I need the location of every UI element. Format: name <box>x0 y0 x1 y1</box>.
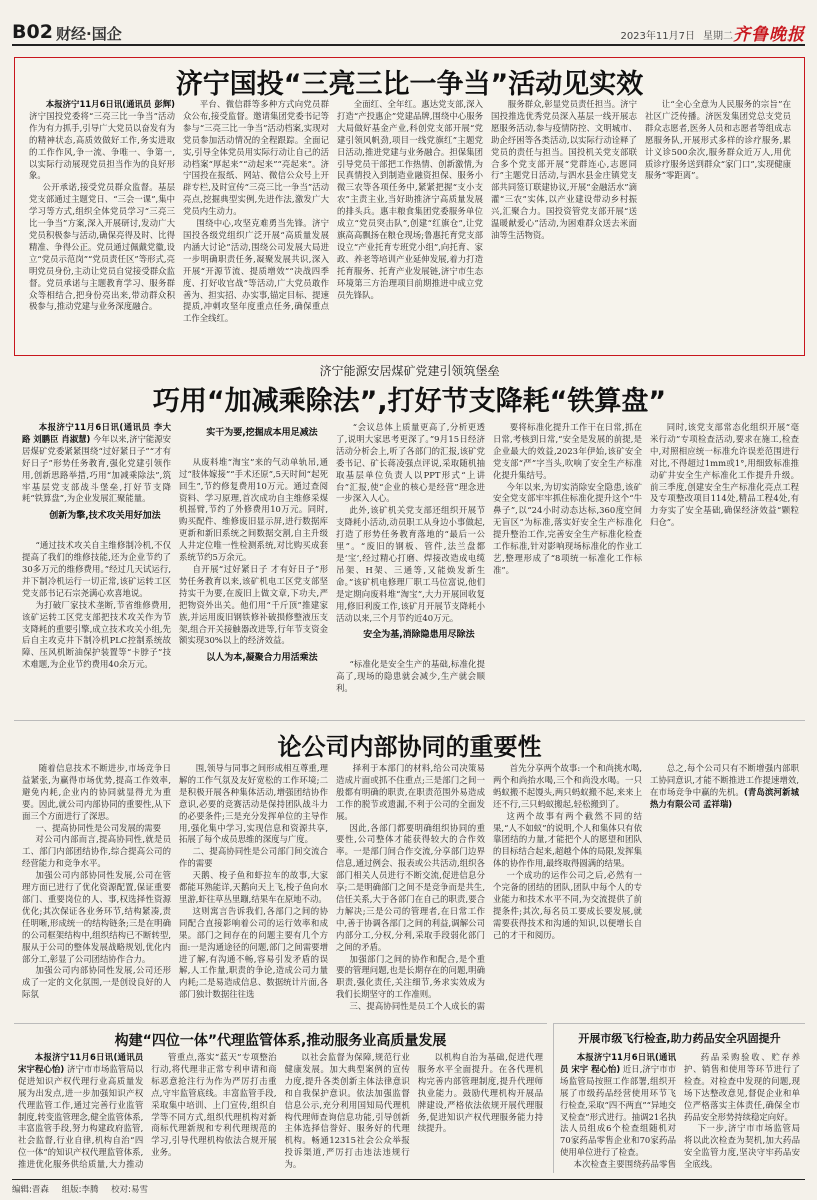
column-text: 围,领导与同事之间形成相互尊重,理解的工作气氛及友好宽松的工作环境;二是积极开展各种集体活动,增强团结协作意识,必要的竞赛活动是保持团队战斗力的必要条件;三是充分发挥单位的主导作用,强化集中学习,实现信息和资源共享,拓展了每个成员思维的深度与广度。 二、提高协同性是公司部门间交流合作的需要 天鹅、梭子鱼和虾拉车的故事,大家都能耳熟能详,天鹅向天上飞,梭子鱼向水里游,虾往草丛里蹦,结果车在原地不动。 这则寓言告诉我们,各部门之间的协同配合直接影响着公司的运行效率和成果。部门之间存在的问题主要有几个方面:一是沟通途径的问题,部门之间需要增进了解,有沟通不畅,容易引发矛盾的误解,人工作量,职责的争论,造成公司力量内耗;二是易造成信息、数据统计片面,各部门独计数据往往选 <box>179 763 328 1000</box>
article-column <box>336 763 485 1013</box>
issue-weekday: 星期二 <box>703 31 733 42</box>
column-text: 择利于本部门的材料,给公司决策易造成片面或抓不住重点;三是部门之间一般都有明确的职责,在职责范围外易造成工作的脱节或遗漏,不利于公司的全面发展。 因此,各部门都要明确组织协同的重要性,公司整体才能获得较大的合作效率。一是部门间合作交流,分享部门边界信息,通过例会、报表或公共活动,组织各部门相关人员进行不断交流,促进信息分享;二是明确部门之间不是竞争而是共生,信任关系,大于各部门在自己的职责,要合力解决;三是公司的管理者,在日常工作中,善于协调各部门之间的利益,调解公司内部分工,分权,分利,采取手段弱化部门之间的矛盾。 加强部门之间的协作和配合,是个重要的管理问题,也是长期存在的问题,明确职责,强化责任,关注细节,务求实效成为我们长期坚守的工作准则。 三、提高协同性是员工个人成长的需 <box>336 763 485 1012</box>
article-column <box>418 1052 543 1171</box>
page-footer <box>12 1179 805 1195</box>
article-headline: 巧用“加减乘除法”,打好节支降耗“铁算盘” <box>152 386 667 417</box>
article-drug-inspection <box>553 1023 805 1173</box>
article-headline: 构建“四位一体”代理监管体系,推动服务业高质量发展 <box>114 1033 447 1049</box>
section-subheading: 创新为擎,技术攻关用好加法 <box>49 511 161 522</box>
section-subheading: 实干为要,挖掘成本用足减法 <box>206 428 318 438</box>
column-text: 药品采购验收、贮存养护、销售和使用等环节进行了检查。对检查中发现的问题,现场下达整改意见,督促企业和单位严格落实主体责任,确保全市药品安全形势持续稳定向好。 下一步,济宁市市场监管局将以此次检查为契机,加大药品安全监管力度,坚决守牢药品安全底线。 <box>684 1052 800 1170</box>
article-body <box>560 1052 800 1171</box>
column-text: 管重点,落实“蓝天”专项整治行动,将代理非正常专利申请和商标恶意抢注行为作为严厉打击重点,守牢监管底线。丰富监管手段,采取集中培训、上门宣传,组织自学等不同方式,组织代理机构对新商标代理新规和专利代理规范的学习,引导代理机构依法合规开展业务。 <box>151 1052 277 1158</box>
newspaper-logo: 齐鲁晚报 <box>733 25 805 45</box>
article-column <box>684 1052 800 1171</box>
article-column <box>151 1052 276 1171</box>
issue-date: 2023年11月7日 <box>620 31 695 42</box>
column-text: “会议总体上质量更高了,分析更透了,说明大家思考更深了。”9月15日经济活动分析会上,听了各部门的汇报,该矿党委书记、矿长蒋凌强点评说,采取随机抽取基层单位负责人以PPT形式“上讲台”汇报,使“企业的核心是经营”理念进一步深入人心。 此外,该矿机关党支部还组织开展节支降耗小活动,动员职工从身边小事做起,打造了形势任务教育落地的“最后一公里”。“废旧的钢板、管件,法兰盘都是‘宝’,经过精心打磨、焊接改造成电缆吊架、H架、三通等,又能焕发新生命。”该矿机电修理厂职工马位富说,他们是定期向废料堆“淘宝”,大力开展回收复用,修旧利废工作,该矿月开展节支降耗小活动以来,三个月节约近40万元。 安全为基,消除隐患用尽除法 “标准化是安全生产的基础,标准化提高了,现场的隐患就会减少,生产就会顺利。 <box>336 422 485 694</box>
article-column <box>22 763 171 1013</box>
article-subheadline: 济宁能源安居煤矿党建引领筑堡垒 <box>319 364 500 378</box>
column-text: 近日,济宁市市场监管局按照工作部署,组织开展了市级药品经营使用环节飞行检查,采取“四不两直”“异地交叉检查”形式进行。抽调21名执法人员组成6个检查组随机对70家药品零售企业和70家药品使用单位进行了检查。 本次检查主要围绕药品零售 <box>560 1063 676 1170</box>
article-column <box>645 99 791 349</box>
article-column <box>337 99 483 349</box>
column-text: 今年以来,济宁能源安居煤矿党委紧紧围绕“过好紧日子”“才有好日子”形势任务教育,强化党建引领作用,创新思路举措,巧用“加减乘除法”,筑牢基层党支部战斗堡垒,打好节支降耗“铁算盘”,为企业发展汇聚能量。 创新为擎,技术攻关用好加法 “通过技术攻关自主维修制冷机,不仅提高了我们的维修技能,还为企业节约了30多万元的维修费用。”经过几天试运行,并下制冷机运行一切正常,该矿运转工区党支部书记石宗尧满心欢喜地说。 为打破厂家技术垄断,节省维修费用,该矿运转工区党支部把技术攻关作为节支降耗的重要引擎,成立技术攻关小组,先后自主攻克井下制冷机PLC控制系统故障、压风机断油保护装置等“卡脖子”技术难题,为企业节约费用40余万元。 <box>22 433 171 670</box>
article-column <box>650 763 799 1013</box>
article-column <box>179 763 328 1013</box>
article-body <box>22 422 799 712</box>
column-text: 平台、微信群等多种方式向党员群众公布,接受监督。邀请集团党委书记等参与“三亮三比一争当”活动档案,实现对党员参加活动情况的全程跟踪。全面记实,引导全体党员用实际行动让自己的活动档案“厚起来”“动起来”“亮起来”。济宁国投在报纸、网站、微信公众号上开辟专栏,及时宣传“三亮三比一争当”活动亮点,挖掘典型实例,先进作法,激发广大党员内生动力。 围绕中心,攻坚克难勇当先锋。济宁国投各级党组织广泛开展“高质量发展内涵大讨论”活动,围绕公司发展大局进一步明确职责任务,凝聚发展共识,深入开展“开源节流、提质增效”“决战四季度、打好收官战”等活动,广大党员敢作善为、担实招、办实事,锚定目标、提速提质,冲刺攻坚年度重点任务,确保重点工作全线红。 <box>183 99 329 324</box>
article-anju-coal-mine <box>14 360 805 717</box>
article-column <box>183 99 329 349</box>
article-column <box>22 422 171 712</box>
column-text: 首先分享两个故事:一个和尚挑水喝,两个和尚抬水喝,三个和尚没水喝。一只蚂蚁搬不起馒头,两只蚂蚁搬不起,来来上还不行,三只蚂蚁搬起,轻松搬到了。 这两个故事有两个截然不同的结果,“人不如蚁”的说明,个人和集体只有依靠团结的力量,才能把个人的愿望和团队的目标结合起来,超越个体的局限,发挥集体的协作作用,最终取得圆满的结果。 一个成功的运作公司之后,必然有一个完备的团结的团队,团队中每个人的专业能力和技术水平不同,为交流提供了前提条件;其次,每名员工要成长要发展,就需要获得技术和沟通的知识,以便增长自己的才干和阅历。 <box>493 763 642 940</box>
article-column <box>18 1052 143 1171</box>
section-subheading: 安全为基,消除隐患用尽除法 <box>363 630 475 641</box>
article-byline: 本报济宁11月6日讯(通讯员 彭辉) <box>45 99 175 109</box>
masthead <box>12 20 805 46</box>
article-column <box>493 422 642 712</box>
section-subheading: 以人为本,凝聚合力用活乘法 <box>206 653 318 664</box>
article-body <box>29 99 791 349</box>
article-signature: (青岛滨河新城热力有限公司 孟祥瑞) <box>650 786 799 809</box>
article-headline: 开展市级飞行检查,助力药品安全巩固提升 <box>578 1032 781 1045</box>
column-text: 济宁市市场监管局以促进知识产权代理行业高质量发展为出发点,进一步加强知识产权代理监管工作,通过完善行业监管制度,转变监管理念,健全监管体系,丰富监管手段,努力构建政府监管,社会监督,行业自律,机构自治“四位一体”的知识产权代理监管体系,推进优化服务供给质量,大力推动 <box>18 1063 144 1170</box>
column-text: 让“全心全意为人民服务的宗旨”在社区广泛传播。济医发集团党总支党员群众志愿者,医务人员和志愿者等组成志愿服务队,开展形式多样的诊疗服务,累计义诊500余次,服务群众近万人,用优质诊疗服务送到群众“家门口”,实现健康服务“零距离”。 <box>645 99 791 181</box>
article-column <box>179 422 328 712</box>
column-text: 全面红、全年红。惠达党支部,深入打造“产投惠企”党建品牌,围绕中心服务大局做好基金产业,科创党支部开展“党建引领风帆劲,项目一线党旗红”主题党日活动,推进党建与业务融合。担保集团引导党员干部把工作热情、创新激情,为民真情投入到制造业融资担保、服务小微三农等各项任务中,紧紧把握“支小支农”主责主业,当好助推济宁高质量发展的排头兵。惠丰粮食集团党委服务单位成立“党员突击队”,创建“红旗仓”,让党旗高高飘扬在粮仓现场;鲁惠托育党支部设立“产业托育专班党小组”,向托育、家政、养老等培训产业延伸发展,着力打造托育服务、托育产业发展链,济宁市生态环境第三方治理项目前期推进中成立党员先锋队。 <box>337 99 483 300</box>
editor-credit: 编辑:晋森 <box>12 1185 49 1195</box>
column-text: 同时,该党支部常态化组织开展“毫米行动”专项检查活动,要求在施工,检查中,对照相应统一标准允许误差范围进行对比,不得超过1mm或1°,用细致标准推动矿井安全生产标准化工作提升升级。前三季度,创建安全生产标准化亮点工程及专项整改项目114处,精品工程4处,有力夯实了安全基础,确保经济效益“颗粒归仓”。 <box>650 422 799 528</box>
column-text: 服务群众,彰显党员责任担当。济宁国投推选优秀党员深入基层一线开展志愿服务活动,参与疫情防控、文明城市、助企纾困等各类活动,以实际行动诠释了党员的责任与担当。国投机关党支部联合多个党支部开展“党群连心,志愿同行”主题党日活动,与泗水县金庄镇党支部共同签订联建协议,开展“金融活水”滴灌“三农”实体,以产业建设带动乡村振兴,汇聚合力。国投资管党支部开展“送温暖献爱心”活动,为困难群众送去米面油等生活物资。 <box>491 99 637 240</box>
column-text: 以机构自治为基础,促进代理服务水平全面提升。在各代理机构完善内部管理制度,提升代理师执业能力。鼓励代理机构开展品牌建设,严格依法依规开展代理服务,促进知识产权代理服务能力持续提升。 <box>417 1052 543 1134</box>
article-headline: 论公司内部协同的重要性 <box>277 733 542 761</box>
column-text: 总之,每个公司只有不断增强内部职工协同意识,才能不断推进工作提速增效,在市场竞争中赢的先机。 <box>650 763 799 797</box>
article-byline: 本报济宁11月6日讯(通讯员 宋宇 程心怡) <box>560 1052 676 1074</box>
page-number: B02 <box>12 21 53 43</box>
proofreader-credit: 校对:易雪 <box>111 1185 149 1195</box>
article-jining-guotou <box>14 57 805 356</box>
column-text: 随着信息技术不断进步,市场竞争日益紧张,为赢得市场优势,提高工作效率,避免内耗,企业内的协同就显得尤为重要。因此,就公司内部协同的重要性,从下面三个方面进行了深思。 一、提高协同性是公司发展的需要 对公司内部而言,提高协同性,就是员工、部门内部团结协作,综合提高公司的经营能力和竞争水平。 加强公司内部协同性发展,公司在管理方面已进行了优化资源配置,保证重要部门、重要岗位的人、事,权选择性资源优化;其次保证各业务环节,结构紧凑,责任明晰,形成统一的结构链条;三是在明确的公司框架结构中,组织结构已不断转型,服从于公司的整体发展战略规划,优化内部分工,彰显了公司团结协作合力。 加强公司内部协同性发展,公司还形成了一定的文化氛围,一是创设良好的人际氛 <box>22 763 171 1000</box>
article-column <box>491 99 637 349</box>
column-text: 济宁国投党委将“三亮三比一争当”活动作为有力抓手,引导广大党员以奋发有为的精神状态,高质效做好工作,务实进取的工作作风,争一流、争唯一、争第一,以实际行动展现党员担当作为的良好形象。 公开承诺,接受党员群众监督。基层党支部通过主题党日、“三会一课”,集中学习等方式,组织全体党员学习“三亮三比一争当”方案,深入开展研讨,发动广大党员积极参与活动,确保亮得及时、比得精准、争得公正。党员通过佩戴党徽,设立“党员示范岗”“党员责任区”等形式,亮明党员身份,主动让党员自觉接受群众监督。党员承诺与主题教育学习、服务群众等相结合,把身份亮出来,带动群众积极参与,推动党建与业务深度融合。 <box>29 110 175 312</box>
column-text: 以社会监督为保障,规范行业健康发展。加大典型案例的宣传力度,提升各类创新主体法律意识和自我保护意识。依法加强监督信息公示,充分利用国知局代理机构代理师查询信息功能,引导创新主体选择信誉好、服务好的代理机构。畅通12315社会公众举报投诉渠道,严厉打击违法违规行为。 <box>284 1052 410 1170</box>
article-body <box>22 763 799 1013</box>
article-column <box>650 422 799 712</box>
article-column <box>336 422 485 712</box>
article-body <box>18 1052 543 1171</box>
article-byline: 本报济宁11月6日讯(通讯员 宋宇程心怡) <box>18 1052 144 1074</box>
article-column <box>285 1052 410 1171</box>
column-text: 实干为要,挖掘成本用足减法 从废料堆“淘宝”来的气动单轨吊,通过“肢体嫁接”“手术还原”,5天时间“起死回生”,节约修复费用10万元。通过查阅资料、学习原理,首次成功自主维修采煤机摇臂,节约了外修费用10万元。同时,购买配件、维修废旧显示屏,进行数据库更新和新旧系统之间数据交割,自主升级人井定位唯一性检测系统,对比购买成套系统节约5万余元。 自开展“过好紧日子 才有好日子”形势任务教育以来,该矿机电工区党支部坚持实干为要,在废旧上做文章,下功夫,严把物资外出关。他们用“千斤顶”推建家族,并运用废旧钢铁修补破损修整液压支架,组合开关接触器改进等,行年节支资金额实现30%以上的经济效益。 以人为本,凝聚合力用活乘法 <box>179 428 328 664</box>
section-title: 财经·国企 <box>56 25 122 43</box>
column-text: 要将标准化提升工作干在日常,抓在日常,考核到日常,“安全是发展的前提,是企业最大的效益,2023年伊始,该矿安全党支部“严”字当头,吹响了安全生产标准化提升集结号。 今年以来,为切实消除安全隐患,该矿安全党支部牢牢抓住标准化提升这个“牛鼻子”,以“24小时动态达标,360度空间无盲区”为标准,落实好安全生产标准化提升整治工作,完善安全生产标准化检查工作标准,针对影响现场标准化的作业工艺,整理形成了“8项统一标准化工作标准”。 <box>493 422 642 575</box>
article-column <box>560 1052 676 1171</box>
article-column <box>493 763 642 1013</box>
article-ip-agency-supervision <box>14 1023 547 1173</box>
article-internal-coordination <box>14 720 805 1018</box>
article-headline: 济宁国投“三亮三比一争当”活动见实效 <box>175 69 644 100</box>
article-column <box>29 99 175 349</box>
article-byline: 本报济宁11月6日讯(通讯员 李大路 刘鹏臣 肖淑慧) <box>22 422 171 444</box>
designer-credit: 组版:李腾 <box>61 1185 99 1195</box>
